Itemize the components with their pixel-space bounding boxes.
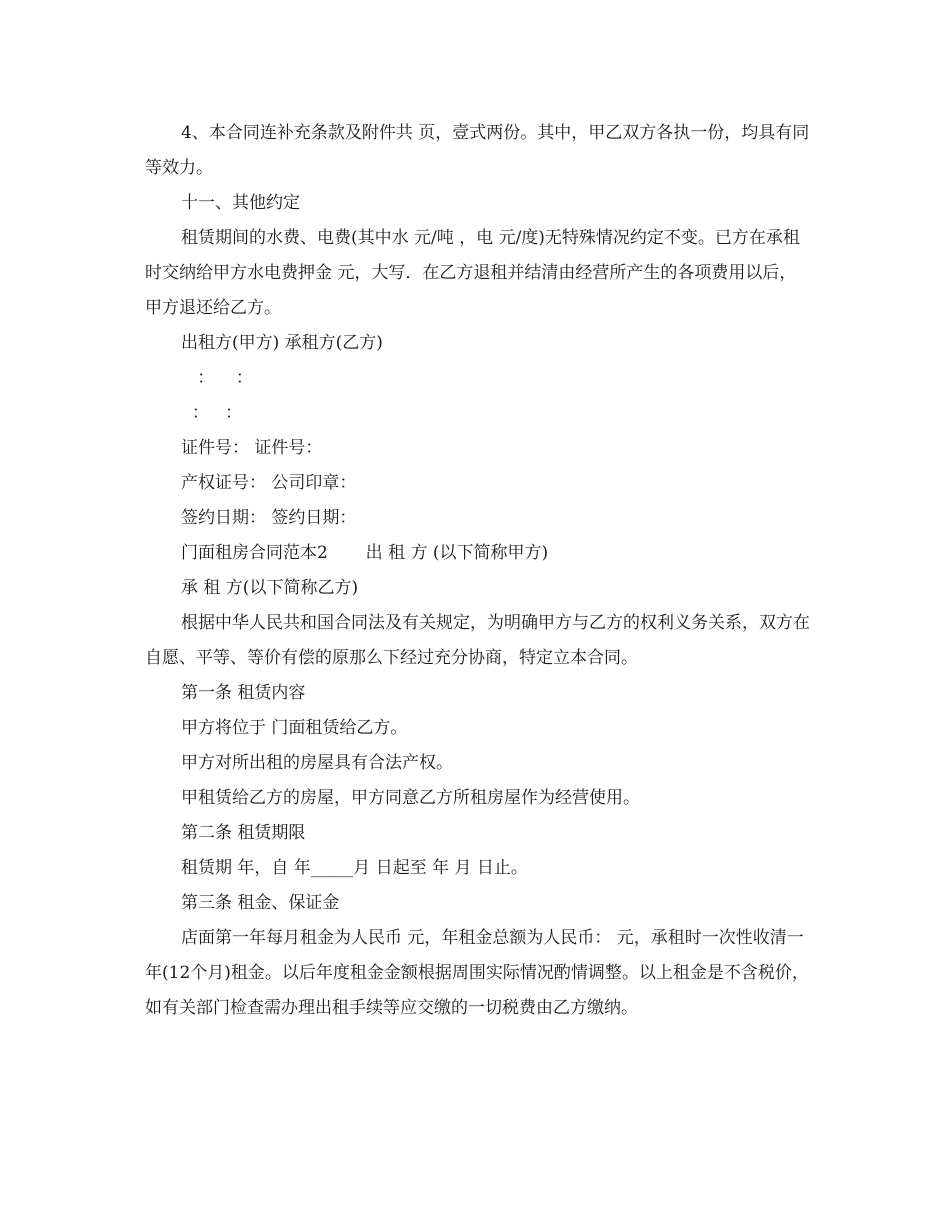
paragraph-location: 甲方将位于 门面租赁给乙方。 [181,718,408,738]
paragraph-utilities: 租赁期间的水费、电费(其中水 元/吨 ，电 元/度)无特殊情况约定不变。已方在承租时交纳给甲方水电费押金 元，大写．在乙方退租并结清由经营所产生的各项费用以后，甲方退还给乙方。 [145,228,800,318]
lessee-line: 承 租 方(以下简称乙方) [181,578,359,598]
paragraph-copies-clause: 4、本合同连补充条款及附件共 页，壹式两份。其中，甲乙双方各执一份，均具有同等效力。 [145,123,810,178]
signature-property-line: 产权证号： 公司印章： [181,473,357,493]
contract-template-2-title: 门面租房合同范本2 出 租 方 (以下简称甲方) [181,543,549,563]
signature-id-line: 证件号： 证件号： [181,438,323,458]
signature-colon-line-1: ： ： [181,368,253,388]
paragraph-lease-term: 租赁期 年，自 年_____月 日起至 年 月 日止。 [181,858,528,878]
paragraph-rent: 店面第一年每月租金为人民币 元，年租金总额为人民币： 元，承租时一次性收清一年(12个月)租金。以后年度租金金额根据周围实际情况酌情调整。以上租金是不含税价，如有关部门检查需办理出租手续等应交缴的一切税费由乙方缴纳。 [145,928,809,1018]
document-body [145,116,810,1026]
article-3-heading: 第三条 租金、保证金 [181,893,340,913]
section-heading-other-agreements: 十一、其他约定 [181,193,300,213]
signature-parties-line: 出租方(甲方) 承租方(乙方) [181,333,383,353]
paragraph-preamble: 根据中华人民共和国合同法及有关规定，为明确甲方与乙方的权利义务关系，双方在自愿、平等、等价有偿的原那么下经过充分协商，特定立本合同。 [145,613,810,668]
paragraph-property-rights: 甲方对所出租的房屋具有合法产权。 [181,753,453,773]
signature-colon-line-2: ： ： [181,403,243,423]
article-1-heading: 第一条 租赁内容 [181,683,306,703]
article-2-heading: 第二条 租赁期限 [181,823,306,843]
paragraph-business-use: 甲租赁给乙方的房屋，甲方同意乙方所租房屋作为经营使用。 [181,788,640,808]
signature-date-line: 签约日期： 签约日期： [181,508,357,528]
